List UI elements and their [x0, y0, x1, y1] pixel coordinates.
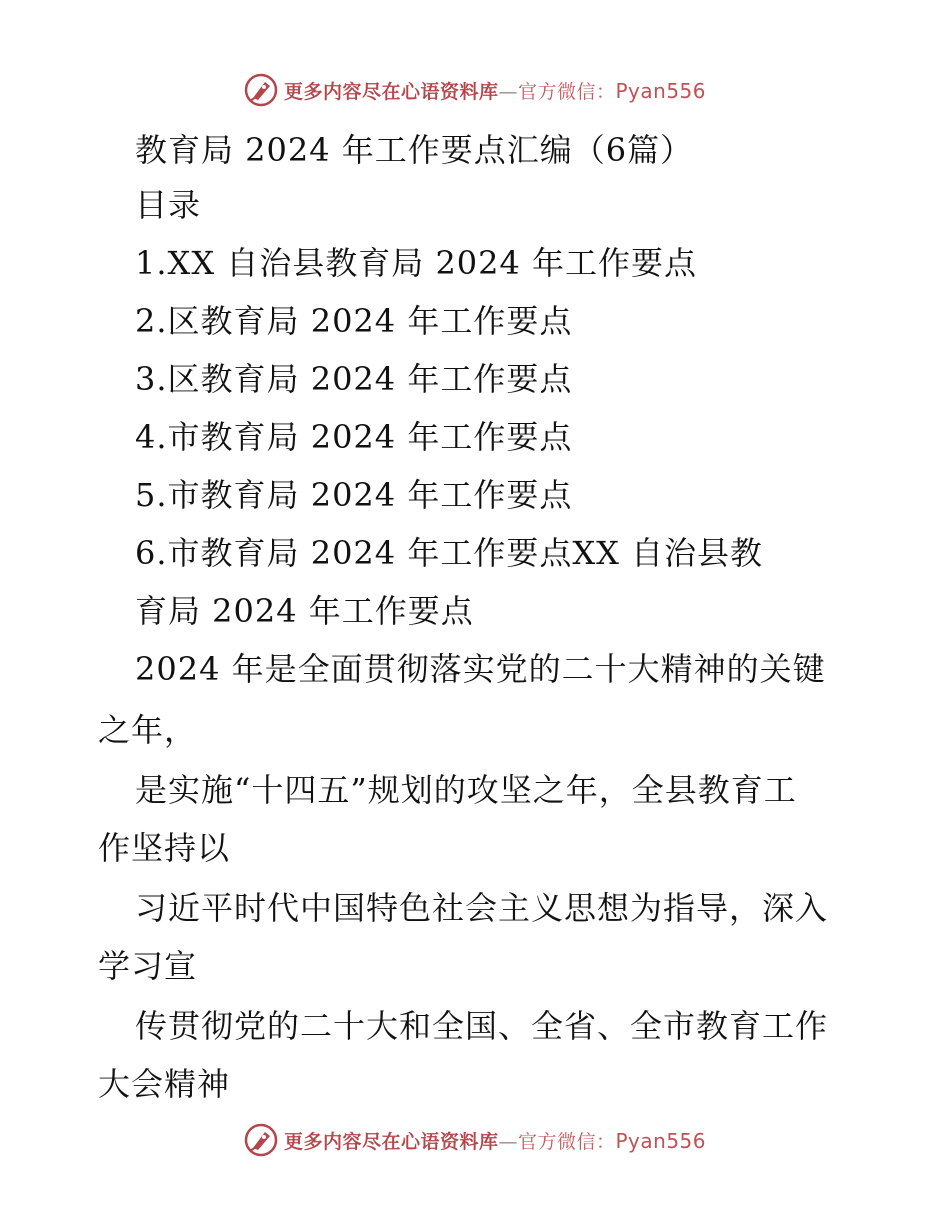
watermark-text — [284, 77, 706, 104]
watermark-separator: — — [498, 80, 518, 103]
toc-item: 6.市教育局 2024 年工作要点XX 自治县教 — [135, 534, 764, 572]
pen-nib-logo-icon — [244, 73, 278, 107]
paragraph-line: 大会精神 — [98, 1065, 231, 1103]
section-title: 育局 2024 年工作要点 — [135, 592, 474, 630]
watermark-wechat-label: 官方微信： — [517, 1130, 616, 1153]
document-title: 教育局 2024 年工作要点汇编（6篇） — [135, 131, 694, 169]
toc-heading: 目录 — [135, 186, 202, 224]
toc-item: 3.区教育局 2024 年工作要点 — [135, 360, 573, 398]
header-watermark — [0, 70, 950, 110]
paragraph-line: 是实施“十四五”规划的攻坚之年，全县教育工 — [135, 771, 797, 809]
paragraph-line: 之年， — [98, 711, 198, 749]
toc-item: 5.市教育局 2024 年工作要点 — [135, 476, 573, 514]
paragraph-line: 作坚持以 — [98, 829, 231, 867]
watermark-wechat-id: Pyan556 — [615, 1128, 707, 1153]
pen-nib-logo-icon — [244, 1123, 278, 1157]
paragraph-line: 2024 年是全面贯彻落实党的二十大精神的关键 — [135, 650, 826, 688]
watermark-wechat-label: 官方微信： — [517, 80, 616, 103]
watermark-main: 更多内容尽在心语资料库 — [283, 80, 499, 103]
paragraph-line: 习近平时代中国特色社会主义思想为指导，深入 — [135, 889, 829, 927]
watermark-main: 更多内容尽在心语资料库 — [283, 1130, 499, 1153]
footer-watermark — [0, 1120, 950, 1160]
watermark-separator: — — [498, 1130, 518, 1153]
toc-item: 1.XX 自治县教育局 2024 年工作要点 — [135, 244, 698, 282]
toc-item: 4.市教育局 2024 年工作要点 — [135, 418, 573, 456]
paragraph-line: 学习宣 — [98, 947, 198, 985]
watermark-wechat-id: Pyan556 — [615, 78, 707, 103]
watermark-text — [284, 1127, 706, 1154]
toc-item: 2.区教育局 2024 年工作要点 — [135, 302, 573, 340]
paragraph-line: 传贯彻党的二十大和全国、全省、全市教育工作 — [135, 1007, 829, 1045]
